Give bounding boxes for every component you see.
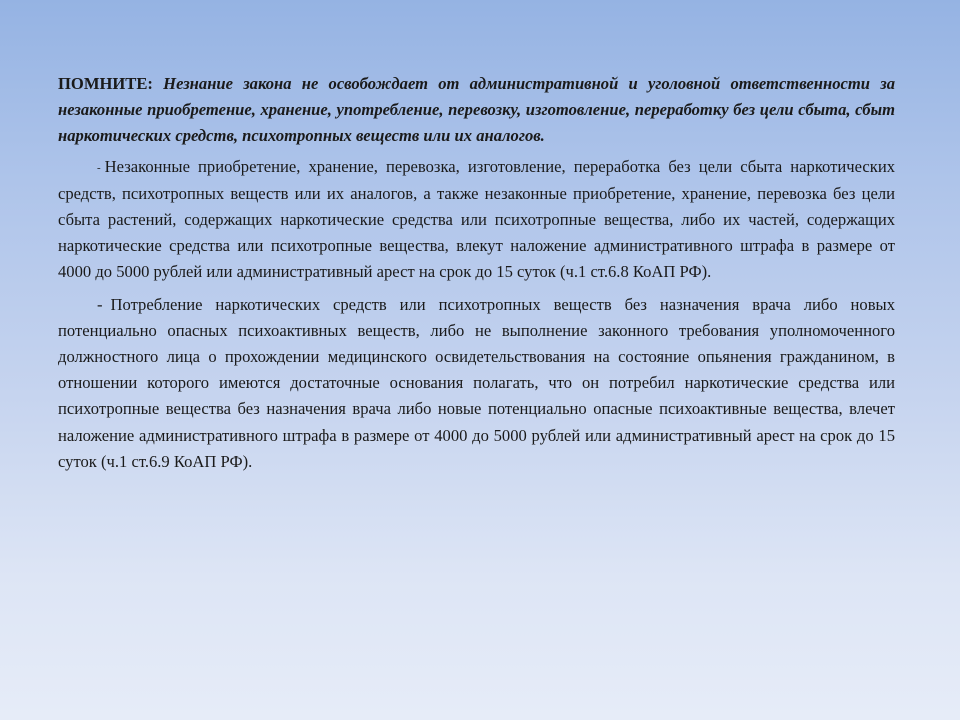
article-6-9-paragraph [58,292,895,475]
article-6-9-text: Потребление наркотических средств или психотропных веществ без назначения врача либо новых потенциально опасных психоактивных веществ, либо не выполнение законного требования уполномоченного должностного лица о прохождении медицинского освидетельствования на состояние опьянения гражданином, в отношении которого имеются достаточные основания полагать, что он потребил наркотические средства или психотропные вещества без назначения врача либо новые потенциально опасные психоактивные вещества, влечет наложение административного штрафа в размере от 4000 до 5000 рублей или административный арест на срок до 15 суток (ч.1 ст.6.9 КоАП РФ). [58,294,895,471]
notice-lead: ПОМНИТЕ: [58,74,153,93]
article-6-8-paragraph [58,154,895,286]
notice-paragraph [58,71,895,150]
list-dash: - [97,294,103,314]
slide-content [58,71,895,481]
list-dash: - [97,161,101,174]
article-6-8-text: Незаконные приобретение, хранение, перевозка, изготовление, переработка без цели сбыта наркотических средств, психотропных веществ или их аналогов, а также незаконные приобретение, хранение, перевозка без цели сбыта растений, содержащих наркотические средства или психотропные вещества, либо их частей, содержащих наркотические средства или психотропные вещества, влекут наложение административного штрафа в размере от 4000 до 5000 рублей или административный арест на срок до 15 суток (ч.1 ст.6.8 КоАП РФ). [58,156,895,282]
notice-text: Незнание закона не освобождает от административной и уголовной ответственности за незаконные приобретение, хранение, употребление, перевозку, изготовление, переработку без цели сбыта, сбыт наркотических средств, психотропных веществ или их аналогов. [58,74,895,146]
